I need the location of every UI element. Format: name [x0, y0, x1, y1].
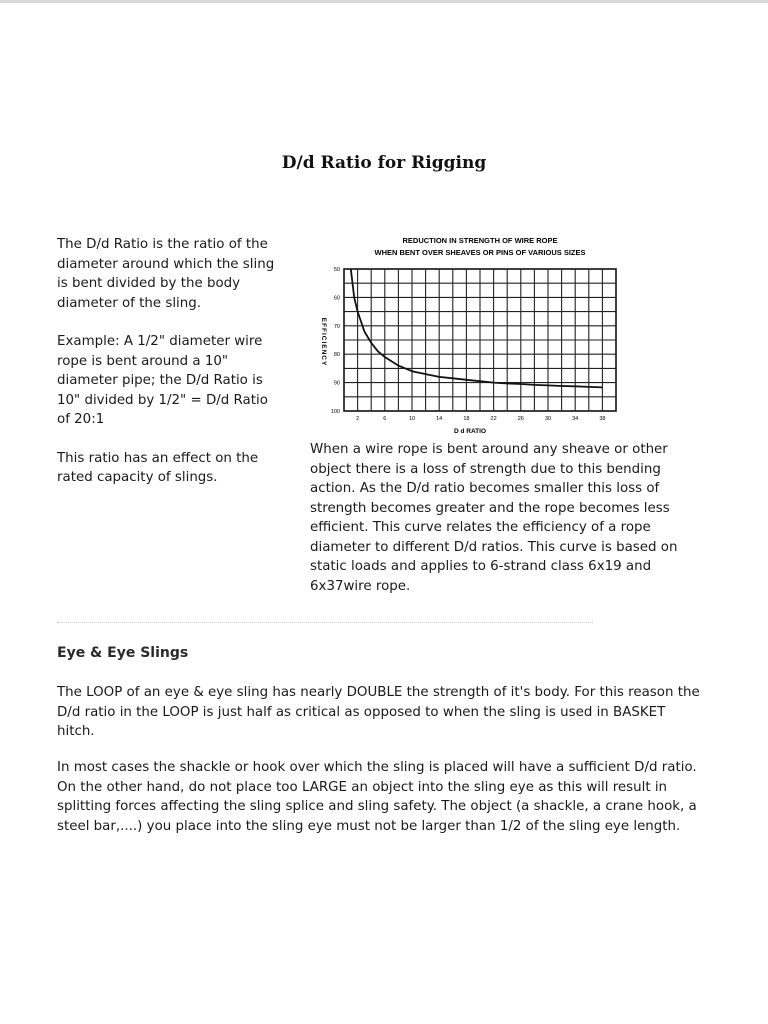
y-tick-label: 100	[330, 409, 340, 415]
x-tick-label: 34	[572, 416, 579, 422]
eye-slings-paragraph-1: The LOOP of an eye & eye sling has nearly DOUBLE the strength of it's body. For this reason the D/d ratio in the LOOP is just half as critical as opposed to when the sling is used in BASKET hitch.	[57, 685, 700, 739]
x-tick-label: 10	[408, 416, 416, 422]
intro-effect: This ratio has an effect on the rated capacity of slings.	[57, 450, 259, 485]
intro-definition: The D/d Ratio is the ratio of the diameter around which the sling is bent divided by the body diameter of the sling.	[57, 237, 275, 311]
chart-series	[351, 269, 603, 387]
y-tick-label: 80	[333, 352, 340, 359]
page-title: D/d Ratio for Rigging	[281, 153, 487, 173]
chart-title: REDUCTION IN STRENGTH OF WIRE ROPE	[402, 236, 558, 245]
y-tick-label: 70	[333, 323, 340, 330]
y-tick-label: 50	[333, 267, 340, 273]
section-divider	[57, 622, 593, 623]
efficiency-chart-svg	[310, 230, 630, 442]
x-tick-label: 14	[436, 416, 443, 422]
eye-slings-paragraph-2: In most cases the shackle or hook over which the sling is placed will have a sufficient D/d ratio. On the other hand, do not place too LARGE an object into the sling eye as this will result in splitting forces affecting the sling splice and sling safety. The object (a shackle, a crane hook, a steel bar,....) you place into the sling eye must not be larger than 1/2 of the sling eye length.	[57, 760, 697, 834]
y-tick-label: 90	[333, 380, 340, 387]
x-tick-label: 22	[490, 416, 497, 422]
chart-grid	[344, 269, 616, 411]
page-top-edge	[0, 0, 768, 3]
efficiency-chart	[310, 230, 630, 442]
x-tick-label: 26	[517, 416, 524, 422]
eye-slings-heading: Eye & Eye Slings	[57, 645, 189, 661]
intro-example: Example: A 1/2" diameter wire rope is bent around a 10" diameter pipe; the D/d Ratio is 10" divided by 1/2" = D/d Ratio of 20:1	[57, 334, 268, 427]
x-tick-label: 38	[599, 416, 606, 422]
y-tick-label: 60	[333, 295, 340, 302]
chart-xlabel: D d RATIO	[453, 428, 487, 435]
x-tick-label: 6	[383, 416, 387, 422]
chart-subtitle: WHEN BENT OVER SHEAVES OR PINS OF VARIOUS SIZES	[374, 248, 586, 257]
efficiency-curve	[351, 269, 603, 387]
intro-column	[57, 235, 279, 507]
x-tick-label: 18	[463, 416, 470, 422]
chart-caption: When a wire rope is bent around any sheave or other object there is a loss of strength due to this bending action. As the D/d ratio becomes smaller this loss of strength becomes greater and the rope becomes less efficient. This curve relates the efficiency of a rope diameter to different D/d ratios. This curve is based on static loads and applies to 6-strand class 6x19 and 6x37wire rope.	[310, 442, 678, 594]
chart-ylabel: EFFICIENCY	[320, 317, 327, 367]
x-tick-label: 2	[356, 416, 360, 422]
x-tick-label: 30	[544, 416, 552, 422]
